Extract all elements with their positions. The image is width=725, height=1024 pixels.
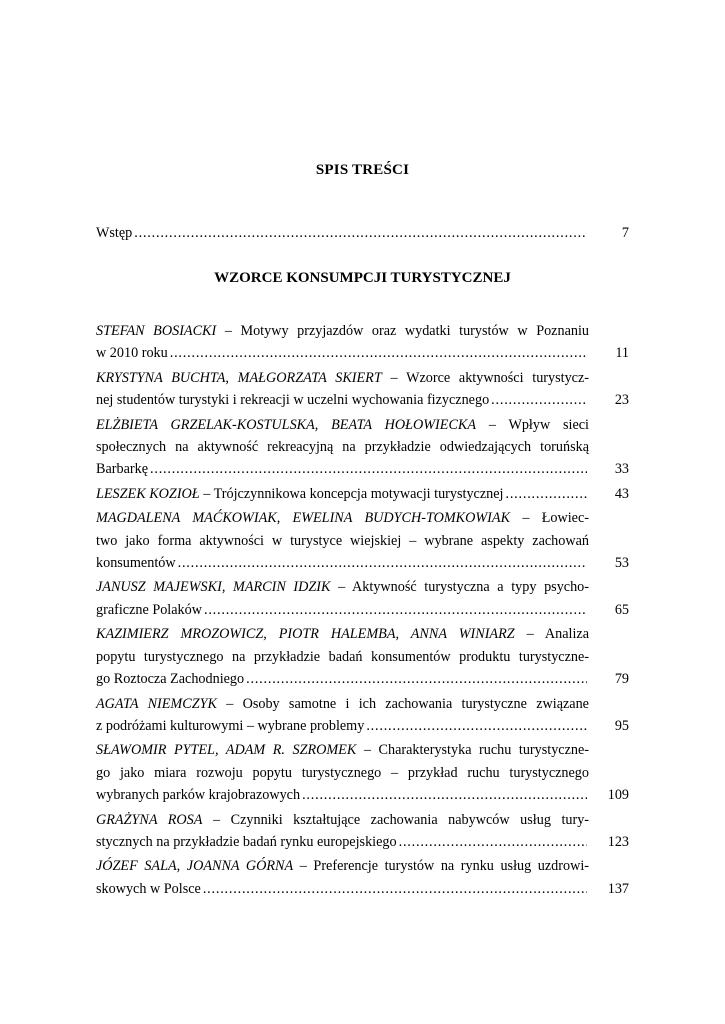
toc-entry-page: 137	[607, 880, 629, 897]
toc-entry-text: wybranych parków krajobrazowych	[96, 787, 301, 804]
toc-entry[interactable]	[96, 576, 629, 621]
toc-entry-text: – Motywy przyjazdów oraz wydatki turystów w Poznaniu	[224, 323, 589, 339]
toc-entry[interactable]	[96, 623, 629, 690]
toc-entry-page: 7	[621, 225, 629, 241]
toc-entry-text: – Analiza	[526, 626, 589, 643]
section-title: WZORCE KONSUMPCJI TURYSTYCZNEJ	[214, 270, 511, 286]
toc-entry-text: – Trójczynnikowa koncepcja motywacji turystycznej	[203, 485, 504, 502]
leader-dots	[178, 552, 587, 574]
toc-entry-page: 53	[614, 555, 629, 572]
toc-entry-text: konsumentów	[96, 555, 176, 572]
toc-entry-last-line	[96, 552, 176, 574]
toc-entry-last-line	[96, 784, 300, 806]
toc-entry-last-line	[96, 599, 202, 621]
leader-dots	[203, 878, 587, 900]
toc-entry-author: JANUSZ MAJEWSKI, MARCIN IDZIK	[96, 579, 331, 596]
toc-entry-last-line	[96, 483, 503, 505]
toc-entry-author: GRAŻYNA ROSA	[96, 811, 203, 828]
toc-entry-line	[96, 530, 589, 552]
toc-entry-author: SŁAWOMIR PYTEL, ADAM R. SZROMEK	[96, 742, 357, 759]
toc-entry-author: ELŻBIETA GRZELAK-KOSTULSKA, BEATA HOŁOWIECKA	[96, 416, 477, 433]
toc-entry-text: – Wpływ sieci	[488, 416, 589, 433]
toc-entry-author: KRYSTYNA BUCHTA, MAŁGORZATA SKIERT	[96, 369, 382, 386]
toc-entry-text: Barbarkę	[96, 461, 148, 478]
leader-dots	[170, 342, 587, 364]
toc-entry-line	[96, 414, 589, 436]
leader-dots	[150, 458, 587, 480]
page-title: SPIS TREŚCI	[315, 162, 410, 178]
toc-entry-page: 43	[614, 485, 629, 502]
leader-dots	[505, 483, 587, 505]
toc-entry-text: – Łowiec-	[522, 510, 589, 527]
leader-dots	[302, 784, 587, 806]
toc-entry[interactable]	[96, 507, 629, 574]
toc-entry[interactable]	[96, 320, 629, 365]
toc-entry-author: JÓZEF SALA, JOANNA GÓRNA	[96, 858, 294, 875]
toc-entry-last-line	[96, 831, 397, 853]
toc-entry-text: społecznych na aktywność rekreacyjną na przykładzie odwiedzających toruńską	[96, 439, 589, 456]
toc-entry-last-line	[96, 878, 201, 900]
toc-entry-last-line	[96, 715, 364, 737]
toc-entry-text: two jako forma aktywności w turystyce wiejskiej – wybrane aspekty zachowań	[96, 532, 589, 549]
toc-entry-page: 79	[614, 671, 629, 688]
toc-entry-line	[96, 436, 589, 458]
toc-entry-line	[96, 623, 589, 645]
toc-entry-intro[interactable]	[96, 222, 629, 244]
toc-entry-text: stycznych na przykładzie badań rynku europejskiego	[96, 833, 397, 850]
toc-entry-page: 65	[614, 601, 629, 618]
toc-entry-last-line	[96, 458, 148, 480]
toc-entry-line	[96, 576, 589, 598]
toc-entry-text: – Czynniki kształtujące zachowania nabywców usług tury-	[213, 811, 590, 828]
toc-entry-label: Wstęp	[96, 225, 133, 241]
toc-entry-last-line	[96, 342, 168, 364]
toc-entry-text: w 2010 roku	[96, 345, 168, 362]
toc-entry-page: 33	[614, 461, 629, 478]
toc-entry-text: skowych w Polsce	[96, 880, 201, 897]
toc-entry[interactable]	[96, 739, 629, 806]
toc-entry-text: – Preferencje turystów na rynku usług uzdrowi-	[299, 858, 589, 875]
toc-entry-page: 95	[614, 717, 629, 734]
toc-entry-author: LESZEK KOZIOŁ	[96, 485, 200, 502]
toc-entry-text: go Roztocza Zachodniego	[96, 671, 245, 688]
toc-entry[interactable]	[96, 809, 629, 854]
toc-entry-text: – Wzorce aktywności turystycz-	[390, 369, 590, 386]
toc-entry-line	[96, 507, 589, 529]
leader-dots	[366, 715, 587, 737]
toc-entry-text: – Osoby samotne i ich zachowania turystyczne związane	[226, 695, 589, 712]
toc-entry-line	[96, 320, 589, 342]
toc-entry-line	[96, 646, 589, 668]
toc-entry-last-line	[96, 389, 489, 411]
toc-entry-line	[96, 762, 589, 784]
toc-entry-author: STEFAN BOSIACKI	[96, 323, 217, 339]
toc-entry-page: 23	[614, 392, 629, 409]
leader-dots	[134, 222, 587, 244]
leader-dots	[491, 389, 587, 411]
toc-entry-line	[96, 693, 589, 715]
toc-list	[96, 320, 629, 902]
toc-entry[interactable]	[96, 414, 629, 481]
toc-entry-text: z podróżami kulturowymi – wybrane problemy	[96, 717, 365, 734]
toc-entry-author: KAZIMIERZ MROZOWICZ, PIOTR HALEMBA, ANNA WINIARZ	[96, 626, 515, 643]
leader-dots	[204, 599, 587, 621]
toc-entry-line	[96, 739, 589, 761]
toc-entry-author: AGATA NIEMCZYK	[96, 695, 217, 712]
toc-entry[interactable]	[96, 693, 629, 738]
toc-entry[interactable]	[96, 855, 629, 900]
toc-entry-text: – Charakterystyka ruchu turystyczne-	[363, 742, 589, 759]
toc-entry-line	[96, 855, 589, 877]
toc-entry-text: graficzne Polaków	[96, 601, 202, 618]
toc-entry-text: nej studentów turystyki i rekreacji w uczelni wychowania fizycznego	[96, 392, 490, 409]
toc-entry-page: 123	[607, 833, 629, 850]
toc-entry-line	[96, 367, 589, 389]
toc-intro	[96, 222, 629, 246]
toc-entry-text: go jako miara rozwoju popytu turystycznego – przykład ruchu turystycznego	[96, 764, 589, 781]
toc-entry[interactable]	[96, 483, 629, 505]
leader-dots	[399, 831, 587, 853]
toc-entry[interactable]	[96, 367, 629, 412]
leader-dots	[246, 668, 587, 690]
toc-entry-text: popytu turystycznego na przykładzie badań konsumentów produktu turystyczne-	[96, 648, 589, 665]
toc-entry-last-line	[96, 668, 244, 690]
toc-entry-author: MAGDALENA MAĆKOWIAK, EWELINA BUDYCH-TOMKOWIAK	[96, 510, 511, 527]
toc-entry-page: 11	[615, 345, 629, 362]
toc-entry-line	[96, 809, 589, 831]
toc-entry-text: – Aktywność turystyczna a typy psycho-	[338, 579, 589, 596]
toc-entry-page: 109	[607, 787, 629, 804]
